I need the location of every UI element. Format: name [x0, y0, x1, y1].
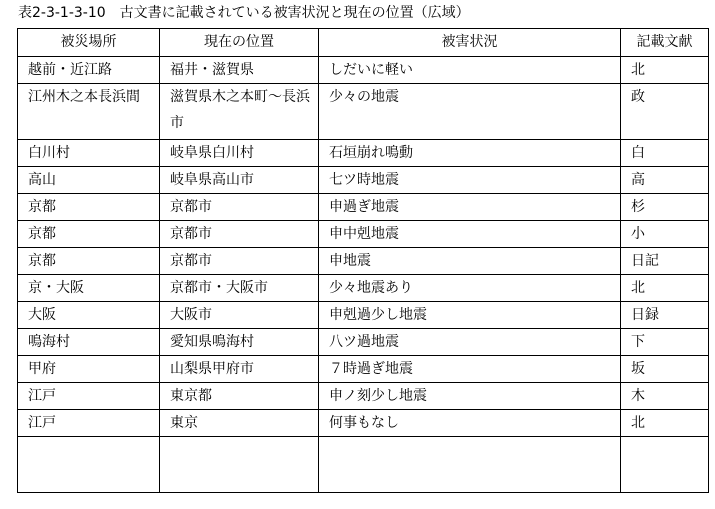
- cell-source-document: 高: [621, 167, 709, 194]
- header-current-location: 現在の位置: [160, 29, 319, 57]
- table-row: [18, 57, 709, 84]
- cell-current-location: 愛知県鳴海村: [160, 329, 319, 356]
- cell-disaster-location: 高山: [18, 167, 160, 194]
- cell-disaster-location: 江州木之本長浜間: [18, 84, 160, 140]
- cell-damage-status: 申過ぎ地震: [319, 194, 621, 221]
- table-row: [18, 167, 709, 194]
- cell-source-document: 日記: [621, 248, 709, 275]
- cell-current-location: 岐阜県白川村: [160, 140, 319, 167]
- table-row: [18, 194, 709, 221]
- header-damage-status: 被害状況: [319, 29, 621, 57]
- cell-current-location: 山梨県甲府市: [160, 356, 319, 383]
- table-header-row: [18, 29, 709, 57]
- cell-current-location: 京都市: [160, 194, 319, 221]
- cell-disaster-location: 京都: [18, 221, 160, 248]
- cell-disaster-location: 白川村: [18, 140, 160, 167]
- cell-disaster-location: 京都: [18, 248, 160, 275]
- cell-source-document: 政: [621, 84, 709, 140]
- header-source-document: 記載文献: [621, 29, 709, 57]
- cell-current-location: 東京都: [160, 383, 319, 410]
- table-row: [18, 140, 709, 167]
- cell-source-document: 杉: [621, 194, 709, 221]
- cell-disaster-location: 大阪: [18, 302, 160, 329]
- cell-damage-status: 何事もなし: [319, 410, 621, 437]
- cell-current-location: 京都市・大阪市: [160, 275, 319, 302]
- cell-source-document: 北: [621, 410, 709, 437]
- cell-damage-status: 石垣崩れ鳴動: [319, 140, 621, 167]
- cell-source-document: 北: [621, 275, 709, 302]
- cell-disaster-location: 京都: [18, 194, 160, 221]
- table-row-empty: [18, 437, 709, 493]
- cell-source-document: 木: [621, 383, 709, 410]
- cell-source-document: 坂: [621, 356, 709, 383]
- table-row: [18, 329, 709, 356]
- cell-empty: [18, 437, 160, 493]
- cell-damage-status: 申地震: [319, 248, 621, 275]
- cell-current-location: 京都市: [160, 221, 319, 248]
- table-caption: 表2-3-1-3-10 古文書に記載されている被害状況と現在の位置（広域）: [18, 5, 470, 21]
- cell-damage-status: しだいに軽い: [319, 57, 621, 84]
- table-row: [18, 410, 709, 437]
- cell-source-document: 日録: [621, 302, 709, 329]
- cell-disaster-location: 鳴海村: [18, 329, 160, 356]
- cell-current-location: 岐阜県高山市: [160, 167, 319, 194]
- table-row: [18, 383, 709, 410]
- table-row: [18, 302, 709, 329]
- header-disaster-location: 被災場所: [18, 29, 160, 57]
- cell-current-location: 東京: [160, 410, 319, 437]
- cell-damage-status: ７時過ぎ地震: [319, 356, 621, 383]
- cell-damage-status: 申ノ刻少し地震: [319, 383, 621, 410]
- cell-current-location: 滋賀県木之本町～長浜市: [160, 84, 319, 140]
- cell-current-location: 福井・滋賀県: [160, 57, 319, 84]
- cell-empty: [621, 437, 709, 493]
- cell-damage-status: 申剋過少し地震: [319, 302, 621, 329]
- cell-damage-status: 申中剋地震: [319, 221, 621, 248]
- table-row: [18, 221, 709, 248]
- cell-disaster-location: 京・大阪: [18, 275, 160, 302]
- damage-records-table: [17, 28, 709, 493]
- cell-disaster-location: 甲府: [18, 356, 160, 383]
- cell-source-document: 下: [621, 329, 709, 356]
- table-row: [18, 84, 709, 140]
- cell-current-location: 大阪市: [160, 302, 319, 329]
- cell-damage-status: 少々地震あり: [319, 275, 621, 302]
- table-row: [18, 275, 709, 302]
- cell-damage-status: 七ツ時地震: [319, 167, 621, 194]
- cell-disaster-location: 越前・近江路: [18, 57, 160, 84]
- cell-damage-status: 八ツ過地震: [319, 329, 621, 356]
- cell-current-location: 京都市: [160, 248, 319, 275]
- cell-empty: [319, 437, 621, 493]
- cell-disaster-location: 江戸: [18, 383, 160, 410]
- table-row: [18, 356, 709, 383]
- cell-damage-status: 少々の地震: [319, 84, 621, 140]
- cell-source-document: 北: [621, 57, 709, 84]
- cell-source-document: 白: [621, 140, 709, 167]
- cell-disaster-location: 江戸: [18, 410, 160, 437]
- cell-source-document: 小: [621, 221, 709, 248]
- table-row: [18, 248, 709, 275]
- cell-empty: [160, 437, 319, 493]
